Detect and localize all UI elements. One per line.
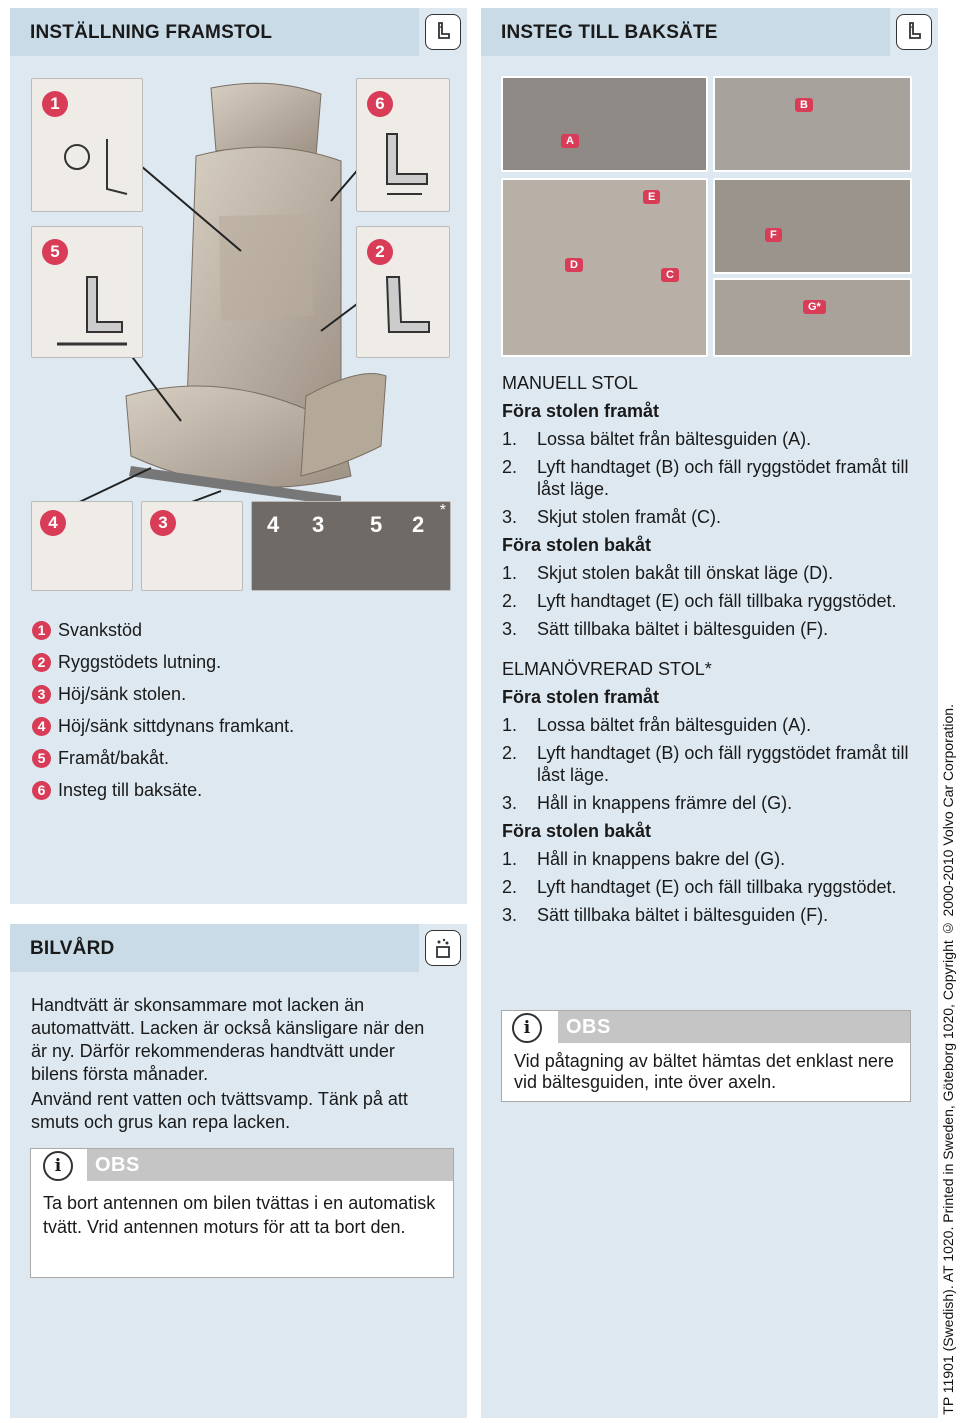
instructions bbox=[502, 372, 912, 932]
seat-icon bbox=[896, 14, 932, 50]
step-item bbox=[502, 562, 912, 584]
step-text: Lyft handtaget (B) och fäll ryggstödet framåt till låst läge. bbox=[537, 743, 909, 785]
photo-label: D bbox=[565, 258, 583, 272]
callout-number: 1 bbox=[42, 91, 68, 117]
step-item bbox=[502, 590, 912, 612]
seat-icon-box bbox=[419, 8, 467, 56]
step-text: Lossa bältet från bältesguiden (A). bbox=[537, 429, 812, 449]
legend-number: 5 bbox=[32, 749, 51, 768]
panel-number: 2 bbox=[412, 512, 425, 537]
legend-number: 1 bbox=[32, 621, 51, 640]
photo-power-button bbox=[713, 278, 912, 357]
photo-label: G* bbox=[803, 300, 826, 314]
legend-number: 2 bbox=[32, 653, 51, 672]
callout-lumbar bbox=[31, 78, 143, 212]
care-paragraph-2: Använd rent vatten och tvättsvamp. Tänk på att smuts och grus kan repa lacken. bbox=[31, 1089, 408, 1132]
step-number: 1. bbox=[502, 429, 518, 449]
callout-fore-aft bbox=[31, 226, 143, 358]
right-column bbox=[481, 8, 938, 1418]
step-text: Lossa bältet från bältesguiden (A). bbox=[537, 715, 812, 735]
seat-legend bbox=[32, 614, 294, 806]
step-text: Skjut stolen bakåt till önskat läge (D). bbox=[537, 563, 834, 583]
step-text: Håll in knappens bakre del (G). bbox=[537, 849, 786, 869]
callout-cushion-edge bbox=[31, 501, 133, 591]
callout-rear-entry bbox=[356, 78, 450, 212]
step-item bbox=[502, 714, 912, 736]
panel-star: * bbox=[439, 502, 446, 519]
obs-label: OBS bbox=[566, 1016, 611, 1038]
step-text: Sätt tillbaka bältet i bältesguiden (F). bbox=[537, 905, 829, 925]
subsection-title: ELMANÖVRERAD STOL* bbox=[502, 659, 712, 679]
legend-item bbox=[32, 614, 294, 646]
legend-text: Insteg till baksäte. bbox=[58, 779, 203, 800]
legend-item bbox=[32, 646, 294, 678]
callout-backrest-tilt bbox=[356, 226, 450, 358]
legend-text: Höj/sänk sittdynans framkant. bbox=[58, 715, 295, 736]
legend-text: Svankstöd bbox=[58, 619, 143, 640]
step-heading: Föra stolen bakåt bbox=[502, 821, 652, 841]
photo-label: F bbox=[765, 228, 782, 242]
step-number: 3. bbox=[502, 619, 518, 639]
step-item bbox=[502, 742, 912, 786]
step-text: Lyft handtaget (E) och fäll tillbaka ryggstödet. bbox=[537, 877, 897, 897]
left-column bbox=[10, 8, 467, 1418]
step-number: 3. bbox=[502, 905, 518, 925]
callout-control-panel bbox=[251, 501, 451, 591]
step-number: 1. bbox=[502, 849, 518, 869]
step-item bbox=[502, 456, 912, 500]
photo-belt-guide bbox=[501, 76, 708, 172]
step-item bbox=[502, 618, 912, 640]
section-separator bbox=[10, 904, 467, 926]
legend-number: 4 bbox=[32, 717, 51, 736]
callout-number: 2 bbox=[367, 239, 393, 265]
step-text: Sätt tillbaka bältet i bältesguiden (F). bbox=[537, 619, 829, 639]
legend-number: 3 bbox=[32, 685, 51, 704]
callout-number: 5 bbox=[42, 239, 68, 265]
step-number: 3. bbox=[502, 793, 518, 813]
section-header-car-care bbox=[10, 924, 467, 972]
step-number: 2. bbox=[502, 877, 518, 897]
legend-text: Ryggstödets lutning. bbox=[58, 651, 222, 672]
step-text: Håll in knappens främre del (G). bbox=[537, 793, 793, 813]
photo-belt-return bbox=[713, 178, 912, 274]
step-item bbox=[502, 876, 912, 898]
panel-number: 3 bbox=[312, 512, 325, 537]
step-text: Skjut stolen framåt (C). bbox=[537, 507, 722, 527]
obs-text: Vid påtagning av bältet hämtas det enklast nere vid bältesguiden, inte över axeln. bbox=[514, 1051, 894, 1092]
obs-note-header bbox=[87, 1149, 453, 1181]
seat-icon bbox=[425, 14, 461, 50]
subsection-title: MANUELL STOL bbox=[502, 373, 639, 393]
step-heading: Föra stolen bakåt bbox=[502, 535, 652, 555]
obs-text: Ta bort antennen om bilen tvättas i en automatisk tvätt. Vrid antennen moturs för att ta bort den. bbox=[43, 1193, 436, 1237]
step-number: 1. bbox=[502, 715, 518, 735]
legend-item bbox=[32, 774, 294, 806]
section-header-rear-entry bbox=[481, 8, 938, 56]
step-item bbox=[502, 904, 912, 926]
care-paragraph: Handtvätt är skonsammare mot lacken än automattvätt. Lacken är också känsligare när den är ny. Därför rekommenderas handtvätt under bilens första månader. bbox=[31, 995, 425, 1084]
step-text: Lyft handtaget (B) och fäll ryggstödet framåt till låst läge. bbox=[537, 457, 909, 499]
callout-height bbox=[141, 501, 243, 591]
step-heading: Föra stolen framåt bbox=[502, 401, 660, 421]
seat-icon-box bbox=[890, 8, 938, 56]
step-heading: Föra stolen framåt bbox=[502, 687, 660, 707]
legend-text: Framåt/bakåt. bbox=[58, 747, 170, 768]
step-item bbox=[502, 792, 912, 814]
info-icon: i bbox=[512, 1013, 542, 1043]
step-item bbox=[502, 848, 912, 870]
section-header-front-seat bbox=[10, 8, 467, 56]
legend-item bbox=[32, 742, 294, 774]
photo-label: B bbox=[795, 98, 813, 112]
step-number: 2. bbox=[502, 743, 518, 763]
legend-text: Höj/sänk stolen. bbox=[58, 683, 187, 704]
front-seat-illustration bbox=[21, 66, 456, 596]
obs-note bbox=[30, 1148, 454, 1278]
step-number: 2. bbox=[502, 591, 518, 611]
step-item bbox=[502, 428, 912, 450]
section-title: BILVÅRD bbox=[30, 938, 115, 959]
legend-item bbox=[32, 710, 294, 742]
callout-number: 3 bbox=[150, 510, 176, 536]
step-text: Lyft handtaget (E) och fäll tillbaka ryggstödet. bbox=[537, 591, 897, 611]
print-info: TP 11901 (Swedish). AT 1020. Printed in Sweden, Göteborg 1020, Copyright © 2000-2010 Volvo Car Corporation. bbox=[940, 704, 956, 1415]
obs-label: OBS bbox=[95, 1154, 140, 1176]
photo-backrest-handle bbox=[713, 76, 912, 172]
step-number: 2. bbox=[502, 457, 518, 477]
callout-number: 4 bbox=[40, 510, 66, 536]
legend-number: 6 bbox=[32, 781, 51, 800]
section-title: INSTEG TILL BAKSÄTE bbox=[501, 22, 718, 43]
step-number: 1. bbox=[502, 563, 518, 583]
step-number: 3. bbox=[502, 507, 518, 527]
callout-number: 6 bbox=[367, 91, 393, 117]
photo-seat-side bbox=[501, 178, 708, 357]
car-wash-icon bbox=[425, 930, 461, 966]
panel-number: 4 bbox=[267, 512, 280, 537]
step-item bbox=[502, 506, 912, 528]
obs-note bbox=[501, 1010, 911, 1102]
panel-number: 5 bbox=[370, 512, 383, 537]
car-wash-icon-box bbox=[419, 924, 467, 972]
info-icon: i bbox=[43, 1151, 73, 1181]
section-title: INSTÄLLNING FRAMSTOL bbox=[30, 22, 273, 43]
photo-label: A bbox=[561, 134, 579, 148]
photo-label: C bbox=[661, 268, 679, 282]
photo-label: E bbox=[643, 190, 660, 204]
legend-item bbox=[32, 678, 294, 710]
